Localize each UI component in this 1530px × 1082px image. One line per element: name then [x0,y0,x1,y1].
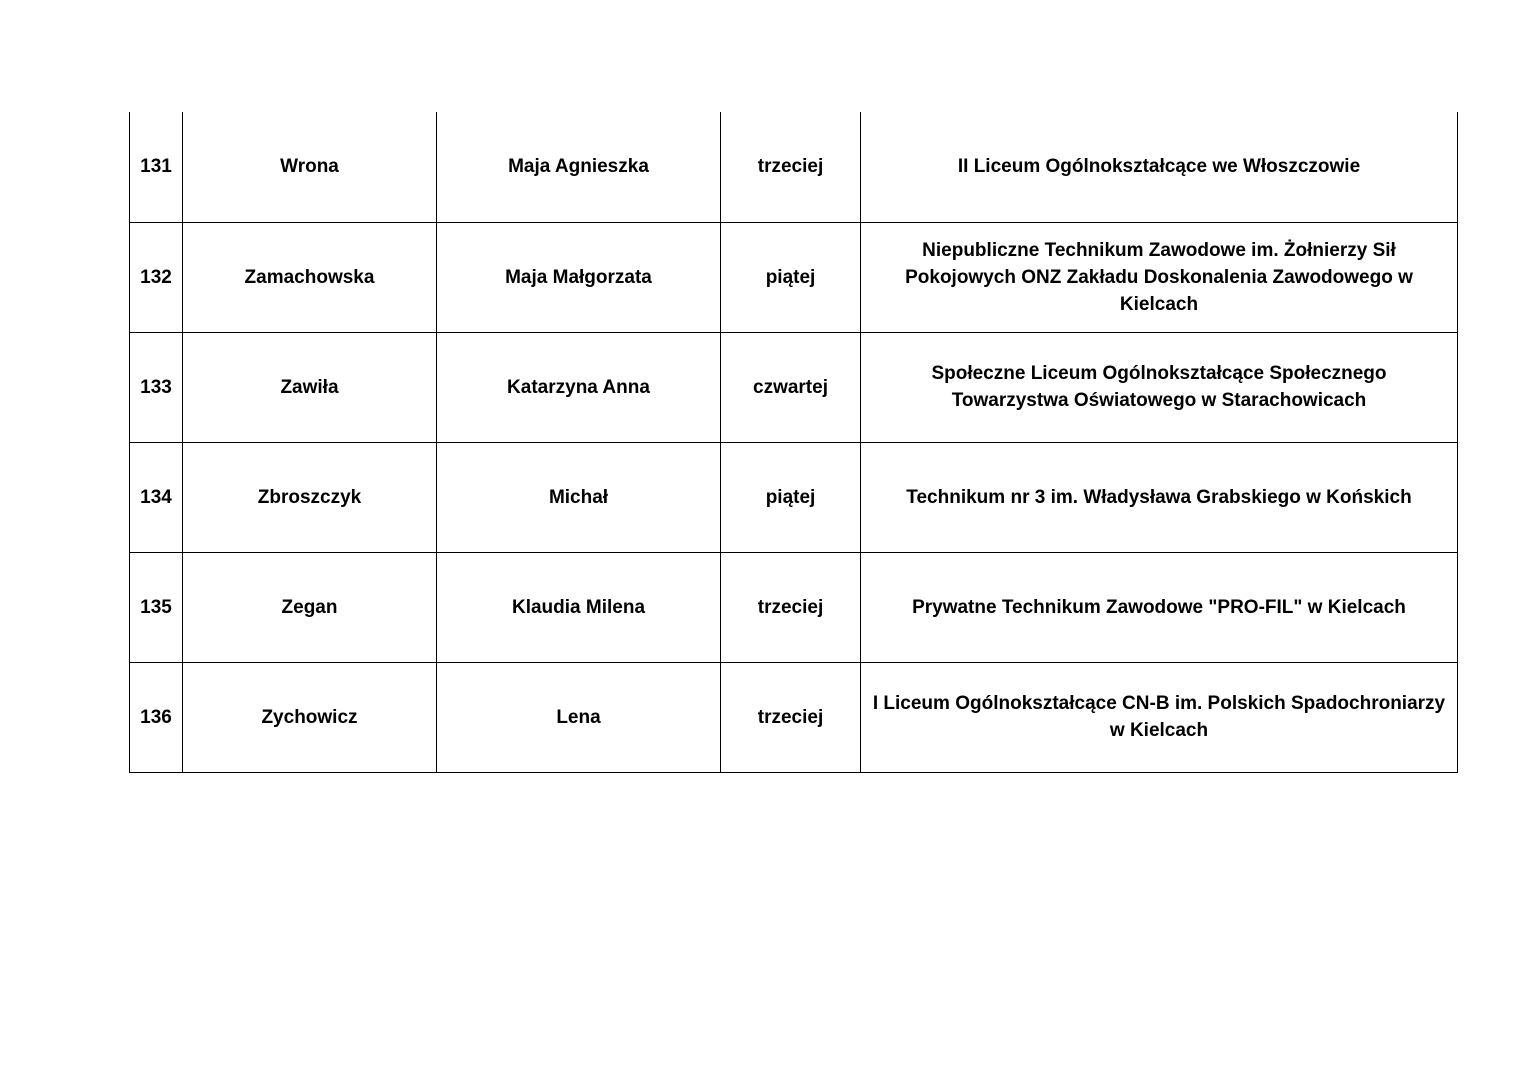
first-names-cell: Lena [437,662,721,772]
school-cell: Prywatne Technikum Zawodowe "PRO-FIL" w Kielcach [861,552,1458,662]
school-cell: I Liceum Ogólnokształcące CN-B im. Polskich Spadochroniarzy w Kielcach [861,662,1458,772]
first-names-cell: Maja Małgorzata [437,222,721,332]
class-cell: czwartej [721,332,861,442]
table-row [130,662,1458,772]
first-names-cell: Michał [437,442,721,552]
class-cell: trzeciej [721,662,861,772]
school-cell: Technikum nr 3 im. Władysława Grabskiego w Końskich [861,442,1458,552]
school-cell: Społeczne Liceum Ogólnokształcące Społecznego Towarzystwa Oświatowego w Starachowicach [861,332,1458,442]
class-cell: piątej [721,442,861,552]
student-table [129,112,1458,773]
surname-cell: Zegan [183,552,437,662]
row-number: 132 [130,222,183,332]
table-row [130,332,1458,442]
first-names-cell: Klaudia Milena [437,552,721,662]
school-cell: Niepubliczne Technikum Zawodowe im. Żołnierzy Sił Pokojowych ONZ Zakładu Doskonalenia Zawodowego w Kielcach [861,222,1458,332]
school-cell: II Liceum Ogólnokształcące we Włoszczowie [861,112,1458,222]
surname-cell: Zbroszczyk [183,442,437,552]
row-number: 134 [130,442,183,552]
table-row [130,112,1458,222]
table-row [130,442,1458,552]
class-cell: trzeciej [721,552,861,662]
row-number: 136 [130,662,183,772]
class-cell: trzeciej [721,112,861,222]
row-number: 133 [130,332,183,442]
surname-cell: Zychowicz [183,662,437,772]
first-names-cell: Katarzyna Anna [437,332,721,442]
first-names-cell: Maja Agnieszka [437,112,721,222]
table-row [130,552,1458,662]
row-number: 131 [130,112,183,222]
surname-cell: Zawiła [183,332,437,442]
table-row [130,222,1458,332]
surname-cell: Wrona [183,112,437,222]
row-number: 135 [130,552,183,662]
surname-cell: Zamachowska [183,222,437,332]
class-cell: piątej [721,222,861,332]
